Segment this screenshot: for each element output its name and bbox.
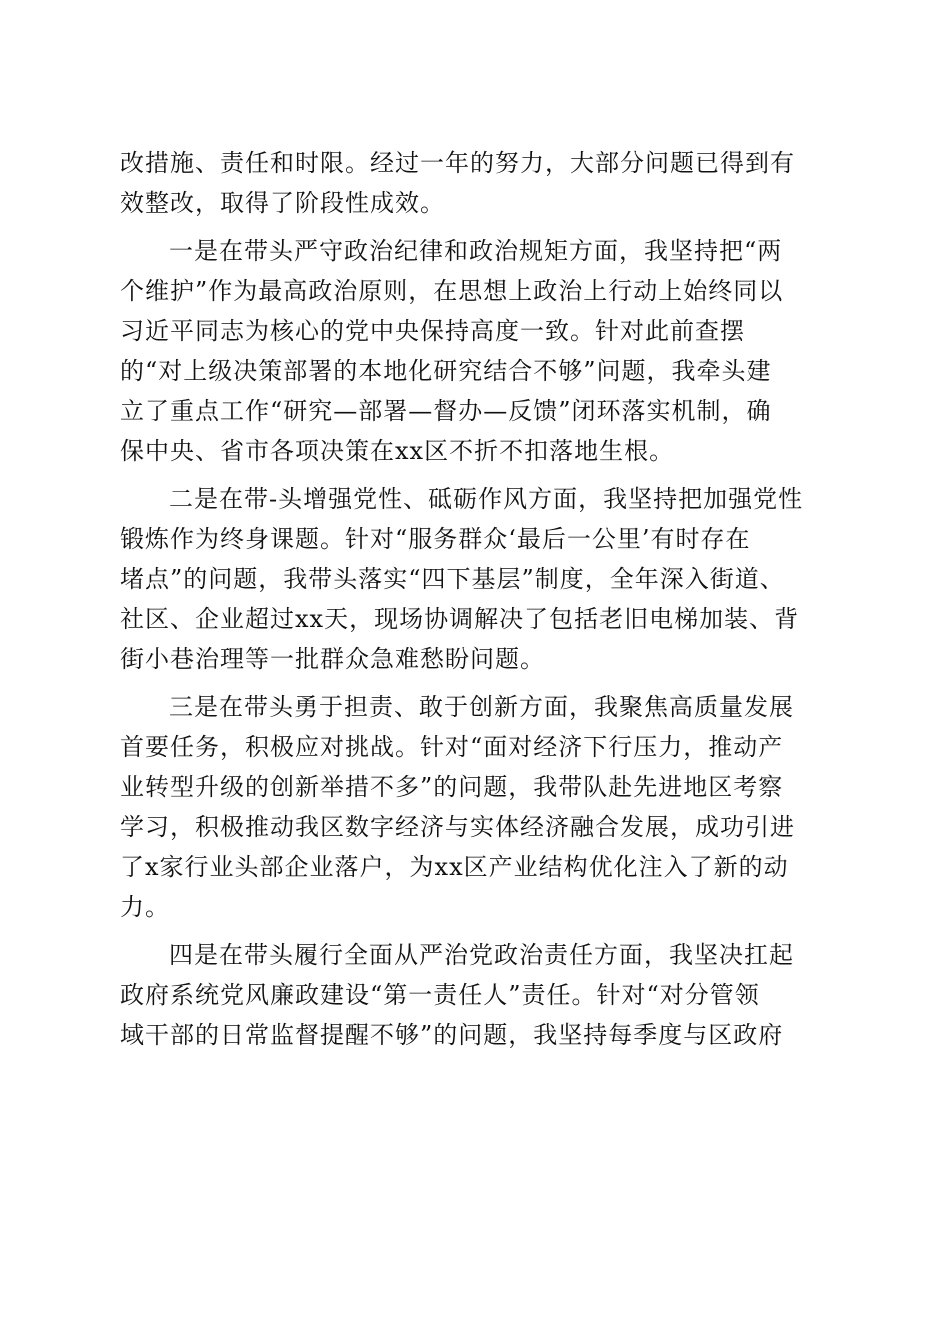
text-line: 力。 [120,893,170,921]
text-line: 保中央、省市各项决策在xx区不折不扣落地生根。 [120,437,675,465]
text-line: 首要任务，积极应对挑战。针对“面对经济下行压力，推动产 [120,733,784,761]
text-line: 效整改，取得了阶段性成效。 [120,189,445,217]
text-line: 一是在带头严守政治纪律和政治规矩方面，我坚持把“两 [169,237,783,265]
paragraph-point-two [120,479,838,679]
text-line: 了x家行业头部企业落户，为xx区产业结构优化注入了新的动 [120,853,789,881]
text-line: 四是在带头履行全面从严治党政治责任方面，我坚决扛起 [169,941,794,969]
text-line: 堵点”的问题，我带头落实“四下基层”制度，全年深入街道、 [120,565,785,593]
text-line: 立了重点工作“研究—部署—督办—反馈”闭环落实机制，确 [120,397,772,425]
text-line: 业转型升级的创新举措不多”的问题，我带队赴先进地区考察 [120,773,784,801]
text-line: 三是在带头勇于担责、敢于创新方面，我聚焦高质量发展 [169,693,794,721]
paragraph-point-one [120,231,838,471]
text-line: 的“对上级决策部署的本地化研究结合不够”问题，我牵头建 [120,357,772,385]
text-line: 学习，积极推动我区数字经济与实体经济融合发展，成功引进 [120,813,795,841]
text-line: 改措施、责任和时限。经过一年的努力，大部分问题已得到有 [120,149,795,177]
text-line: 街小巷治理等一批群众急难愁盼问题。 [120,645,545,673]
text-line: 锻炼作为终身课题。针对“服务群众‘最后一公里’有时存在 [120,525,751,553]
paragraph-point-four [120,935,838,1055]
paragraph-point-three [120,687,838,927]
text-line: 个维护”作为最高政治原则，在思想上政治上行动上始终同以 [120,277,784,305]
document-body [120,143,838,1055]
paragraph-intro-continuation [120,143,838,223]
text-line: 社区、企业超过xx天，现场协调解决了包括老旧电梯加装、背 [120,605,800,633]
text-line: 习近平同志为核心的党中央保持高度一致。针对此前查摆 [120,317,745,345]
text-line: 政府系统党风廉政建设“第一责任人”责任。针对“对分管领 [120,981,760,1009]
text-line: 域干部的日常监督提醒不够”的问题，我坚持每季度与区政府 [120,1021,784,1049]
text-line: 二是在带-头增强党性、砥砺作风方面，我坚持把加强党性 [169,485,804,513]
